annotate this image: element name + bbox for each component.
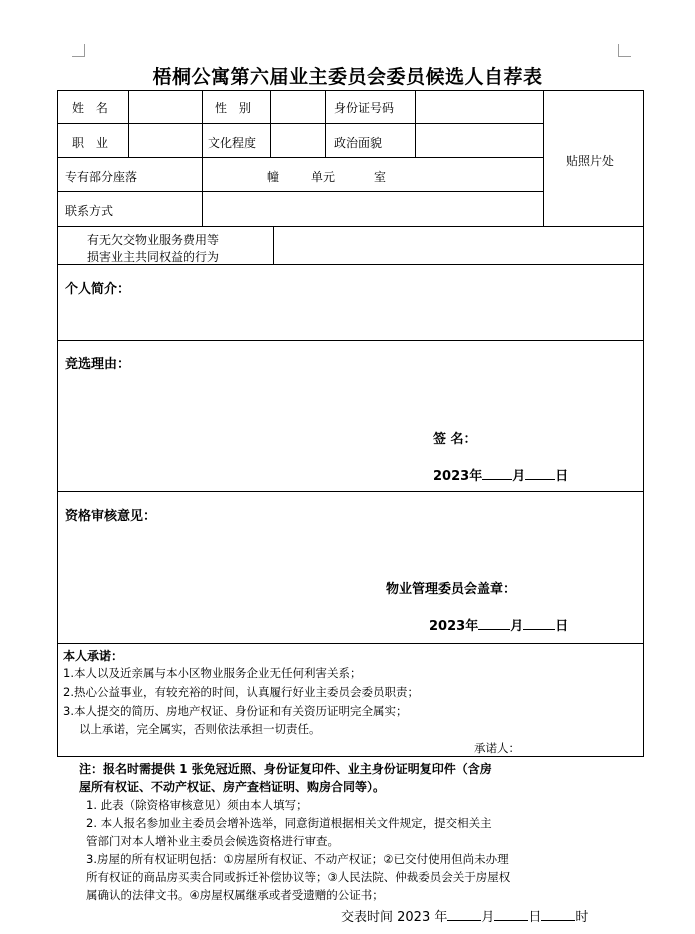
day-char: 日 (555, 619, 569, 634)
col-divider (325, 90, 326, 157)
pledge-title: 本人承诺： (63, 649, 124, 663)
row-divider (57, 340, 644, 341)
row-divider (57, 643, 644, 644)
contact-label: 联系方式 (65, 204, 114, 218)
month-blank (482, 466, 512, 480)
day-blank (523, 616, 555, 630)
pledge-item: 3.本人提交的简历、房地产权证、身份证和有关资历证明完全属实； (63, 704, 408, 718)
qualification-review-label: 资格审核意见： (65, 509, 157, 524)
pledge-closing: 以上承诺，完全属实，否则依法承担一切责任。 (79, 722, 321, 736)
row-divider (57, 123, 543, 124)
hour-char: 时 (575, 910, 589, 925)
month-char: 月 (512, 469, 526, 484)
day-blank (525, 466, 555, 480)
note-item: 3.房屋的所有权证明包括：①房屋所有权证、不动产权证；②已交付使用但尚未办理 (86, 852, 509, 866)
signature-date-year: 2023 (433, 469, 470, 484)
month-blank (478, 616, 510, 630)
note-item: 所有权证的商品房买卖合同或拆迁补偿协议等；③人民法院、仲裁委员会关于房屋权 (86, 870, 511, 884)
pledge-item: 1.本人以及近亲属与本小区物业服务企业无任何利害关系； (63, 666, 362, 680)
col-divider (543, 90, 544, 226)
personal-intro-label: 个人简介： (65, 282, 131, 297)
row-divider (57, 491, 644, 492)
col-divider (270, 90, 271, 157)
review-date-year: 2023 (429, 619, 466, 634)
arrears-question-line2: 损害业主共同权益的行为 (87, 250, 220, 264)
year-char: 年 (469, 469, 483, 484)
day-blank (494, 907, 528, 921)
pledge-item: 2.热心公益事业，有较充裕的时间，认真履行好业主委员会委员职责； (63, 685, 419, 699)
property-unit-unit: 单元 (311, 170, 336, 184)
political-status-label: 政治面貌 (334, 136, 383, 150)
pledger-label: 承诺人： (474, 741, 520, 755)
month-char: 月 (481, 910, 495, 925)
education-label: 文化程度 (208, 136, 257, 150)
photo-placeholder-label: 贴照片处 (566, 154, 615, 168)
note-line: 注：报名时需提供 1 张免冠近照、身份证复印件、业主身份证明复印件（含房 (79, 762, 492, 776)
col-divider (415, 90, 416, 157)
month-blank (447, 907, 481, 921)
note-item: 属确认的法律文书。④房屋权属继承或者受遗赠的公证书； (86, 888, 384, 902)
row-divider (57, 191, 543, 192)
property-room-unit: 室 (374, 170, 387, 184)
note-item: 1. 此表（除资格审核意见）须由本人填写； (86, 798, 308, 812)
id-number-label: 身份证号码 (334, 101, 395, 115)
signature-label: 签 名： (433, 432, 477, 447)
committee-seal-label: 物业管理委员会盖章： (386, 582, 517, 597)
property-location-label: 专有部分座落 (65, 170, 138, 184)
note-line: 屋所有权证、不动产权证、房产查档证明、购房合同等）。 (79, 780, 386, 794)
arrears-question-line1: 有无欠交物业服务费用等 (87, 233, 220, 247)
submission-time (341, 906, 588, 925)
note-item: 2. 本人报名参加业主委员会增补选举，同意街道根据相关文件规定，提交相关主 (86, 816, 492, 830)
hour-blank (541, 907, 575, 921)
name-label: 姓 名 (72, 101, 112, 115)
gender-label: 性 别 (215, 101, 255, 115)
col-divider (128, 90, 129, 157)
campaign-reason-label: 竞选理由： (65, 357, 131, 372)
month-char: 月 (510, 619, 524, 634)
signature-date (433, 465, 568, 484)
year-char: 年 (465, 619, 479, 634)
note-item: 管部门对本人增补业主委员会候选资格进行审查。 (86, 834, 339, 848)
row-divider (57, 157, 543, 158)
review-date (429, 615, 568, 634)
col-divider (273, 226, 274, 264)
form-title: 梧桐公寓第六届业主委员会委员候选人自荐表 (152, 66, 543, 88)
col-divider (202, 90, 203, 226)
row-divider (57, 226, 644, 227)
property-building-unit: 幢 (267, 170, 280, 184)
day-char: 日 (555, 469, 569, 484)
occupation-label: 职 业 (72, 136, 112, 150)
crop-mark-top-right (618, 44, 631, 57)
day-char: 日 (528, 910, 542, 925)
crop-mark-top-left (72, 44, 85, 57)
submission-time-prefix: 交表时间 2023 年 (341, 910, 448, 925)
